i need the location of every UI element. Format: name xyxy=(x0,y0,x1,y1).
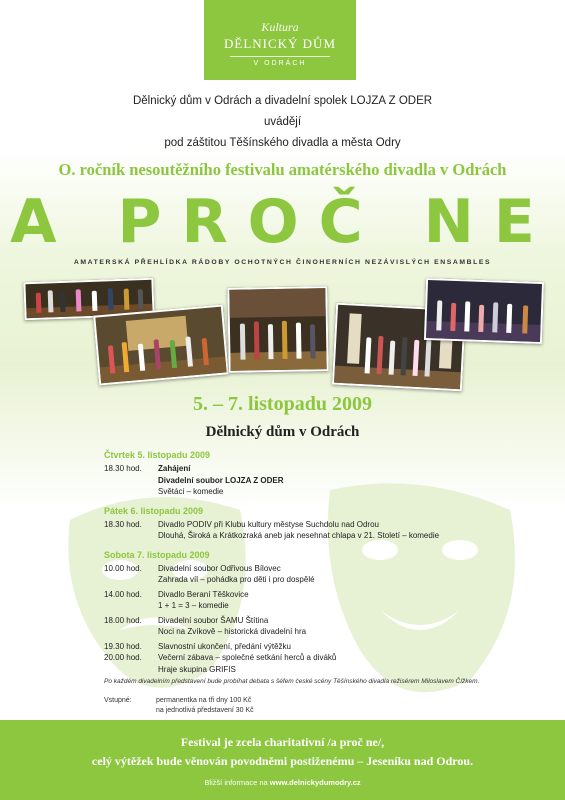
program-time: 18.00 hod. xyxy=(104,615,142,625)
big-title: A PROČ NE xyxy=(10,187,555,257)
logo-name-text: DĚLNICKÝ DŮM xyxy=(223,36,337,51)
program-row xyxy=(104,615,544,627)
logo-kulturni-dum xyxy=(204,0,356,80)
program-row xyxy=(104,463,544,475)
program-row xyxy=(104,589,544,601)
program-time: 10.00 hod. xyxy=(104,563,142,573)
program-event: Divadlo PODIV při Klubu kultury městyse Suchdolu nad Odrou xyxy=(158,519,379,529)
program-event: Večerní zábava – společné setkání herců a diváků xyxy=(158,653,337,662)
footer-line-2: celý výtěžek bude věnován povodněmi postiženému – Jeseníku nad Odrou. xyxy=(91,754,474,768)
photo-5 xyxy=(424,278,544,344)
venue-title: Dělnický dům v Odrách xyxy=(205,424,360,440)
program-detail: 1 + 1 = 3 – komedie xyxy=(158,601,229,610)
festival-title: O. ročník nesoutěžního festivalu amatérského divadla v Odrách xyxy=(58,160,507,179)
photo-3 xyxy=(227,286,328,373)
subtitle-line: AMATERSKÁ PŘEHLÍDKA RÁDOBY OCHOTNÝCH ČINOHERNÍCH NEZÁVISLÝCH ENSAMBLES xyxy=(73,259,492,266)
photo-2 xyxy=(93,304,229,385)
program-row xyxy=(104,563,544,575)
program-detail: Dlouhá, Široká a Krátkozraká aneb jak nesehnat chlapa v 21. Století – komedie xyxy=(158,531,440,540)
date-title: 5. – 7. listopadu 2009 xyxy=(193,393,372,415)
program-event: Divadelní soubor LOJZA Z ODER xyxy=(158,475,284,485)
footer-banner xyxy=(0,720,565,800)
logo-sub-text: V ODRÁCH xyxy=(253,60,307,67)
intro-line-1: Dělnický dům v Odrách a divadelní spolek LOJZA Z ODER xyxy=(132,95,433,107)
program-row xyxy=(104,652,544,664)
program-row xyxy=(104,626,544,638)
program-time: 20.00 hod. xyxy=(104,653,142,662)
program-detail: Světáci – komedie xyxy=(158,487,224,496)
program-row xyxy=(104,530,544,542)
day-heading-friday: Pátek 6. listopadu 2009 xyxy=(104,505,204,516)
admission-label: Vstupné: xyxy=(104,697,132,704)
program-event: Divadelní soubor Odřivous Bílovec xyxy=(158,563,281,573)
program-row xyxy=(104,600,544,612)
program-time: 19.30 hod. xyxy=(104,641,142,651)
footer-info xyxy=(0,778,565,787)
intro-line-3: pod záštitou Těšínského divadla a města Odry xyxy=(164,137,401,149)
program-detail: Hraje skupina GRIFIS xyxy=(158,664,236,674)
program-detail: Zahrada víl – pohádka pro děti i pro dospělé xyxy=(158,575,315,584)
footer-line-1: Festival je zcela charitativní /a proč ne/, xyxy=(180,735,385,749)
program-time: 18.30 hod. xyxy=(104,464,142,473)
program-event: Slavnostní ukončení, předání výtěžku xyxy=(158,641,291,651)
program-time: 14.00 hod. xyxy=(104,589,142,599)
program-row xyxy=(104,486,544,498)
day-heading-saturday: Sobota 7. listopadu 2009 xyxy=(104,549,210,560)
program-event: Zahájení xyxy=(158,464,191,473)
logo-divider xyxy=(230,56,330,57)
day-heading-thursday: Čtvrtek 5. listopadu 2009 xyxy=(104,450,211,460)
program-schedule xyxy=(104,450,544,675)
admission-single: na jednotlivá představení 30 Kč xyxy=(156,707,254,714)
program-row xyxy=(104,641,544,653)
program-event: Divadelní soubor ŠAMU Štítina xyxy=(158,615,269,625)
footer-info-prefix: Bližší informace na xyxy=(204,778,268,787)
intro-line-2: uvádějí xyxy=(263,116,302,128)
debate-note: Po každém divadelním představení bude probíhat debata s šéfem české scény Těšínského divadla režisérem Miloslavem Čížkem. xyxy=(104,678,480,685)
program-row xyxy=(104,664,544,676)
program-detail: Noci na Zvíkově – historická divadelní hra xyxy=(158,627,307,636)
program-time: 18.30 hod. xyxy=(104,519,142,529)
logo-kultura-text: Kultura xyxy=(261,20,299,34)
program-row xyxy=(104,519,544,531)
program-row xyxy=(104,574,544,586)
program-event: Divadlo Beraní Těškovice xyxy=(158,589,249,599)
admission-pass: permanentka na tři dny 100 Kč xyxy=(156,697,252,704)
program-row xyxy=(104,475,544,487)
footer-website-link[interactable]: www.delnickydumodry.cz xyxy=(269,778,361,787)
